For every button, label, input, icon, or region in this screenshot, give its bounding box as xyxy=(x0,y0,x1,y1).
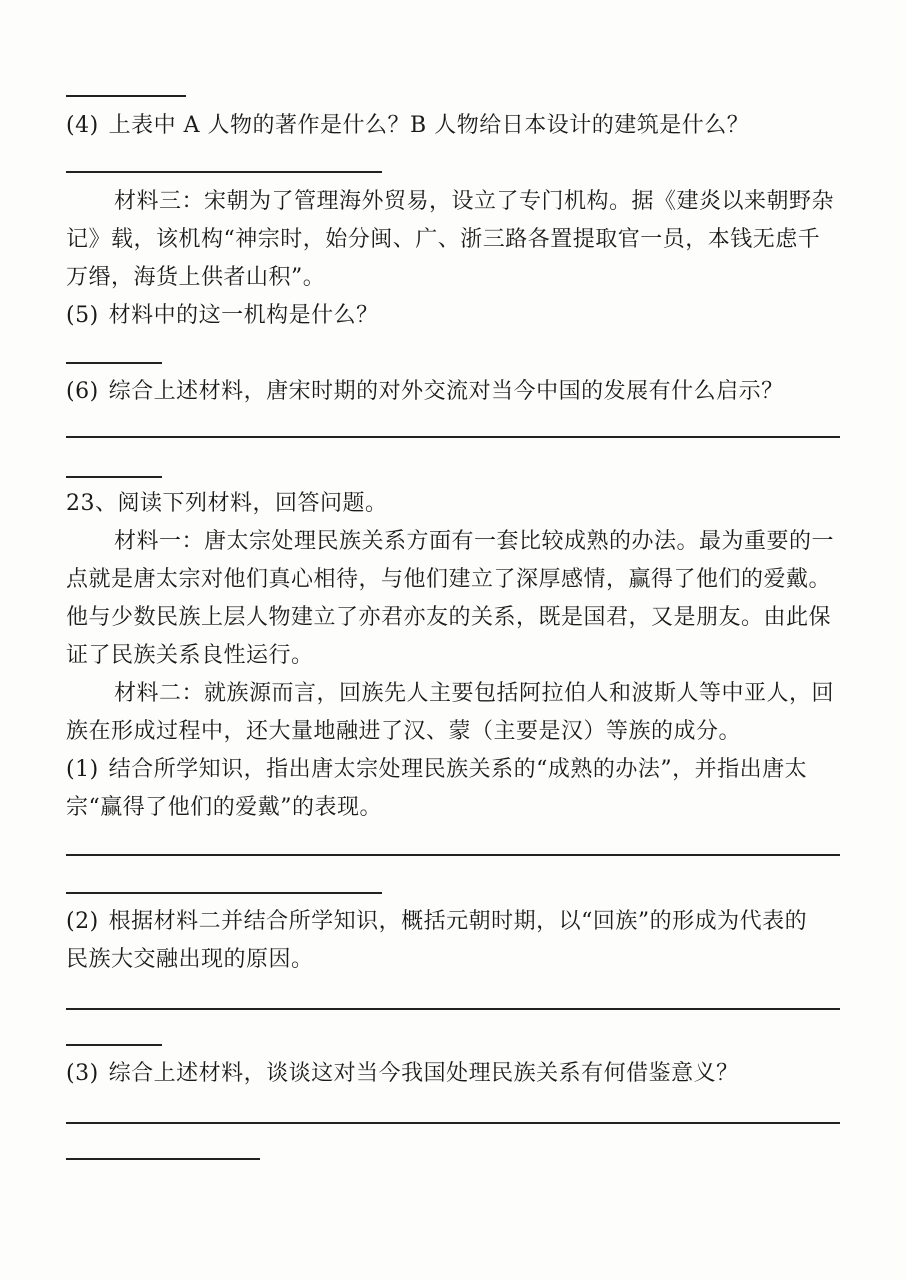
question-text: 结合所学知识，指出唐太宗处理民族关系的“成熟的办法”，并指出唐太 xyxy=(108,757,808,782)
material-3-line-3: 万缗，海货上供者山积”。 xyxy=(66,265,326,290)
sub-question-1-line-2: 宗“赢得了他们的爱戴”的表现。 xyxy=(66,795,382,820)
sub-question-1 xyxy=(66,756,807,784)
question-number: (6) xyxy=(66,379,99,404)
question-text: 材料中的这一机构是什么？ xyxy=(108,303,379,328)
question-4 xyxy=(66,112,749,140)
material-3-line-2: 记》载，该机构“神宗时，始分闽、广、浙三路各置提取官一员，本钱无虑千 xyxy=(66,227,821,252)
sub-question-2-line-2: 民族大交融出现的原因。 xyxy=(66,947,314,972)
material-1-line-1: 材料一：唐太宗处理民族关系方面有一套比较成熟的办法。最为重要的一 xyxy=(114,529,835,554)
answer-blank[interactable] xyxy=(66,95,186,97)
answer-line[interactable] xyxy=(66,1008,840,1010)
question-23-heading: 23、阅读下列材料，回答问题。 xyxy=(66,491,388,516)
question-number: (3) xyxy=(66,1061,99,1086)
answer-line[interactable] xyxy=(66,854,840,856)
question-6 xyxy=(66,378,784,406)
question-text: 根据材料二并结合所学知识，概括元朝时期，以“回族”的形成为代表的 xyxy=(108,909,808,934)
question-text: 综合上述材料，谈谈这对当今我国处理民族关系有何借鉴意义？ xyxy=(108,1061,739,1086)
answer-blank[interactable] xyxy=(66,1044,162,1046)
question-number: (2) xyxy=(66,909,99,934)
material-3-line-1: 材料三：宋朝为了管理海外贸易，设立了专门机构。据《建炎以来朝野杂 xyxy=(114,189,835,214)
answer-line[interactable] xyxy=(66,436,840,438)
material-1-line-4: 证了民族关系良性运行。 xyxy=(66,643,314,668)
answer-blank[interactable] xyxy=(66,171,382,173)
material-1-line-3: 他与少数民族上层人物建立了亦君亦友的关系，既是国君，又是朋友。由此保 xyxy=(66,605,832,630)
question-number: (4) xyxy=(66,113,99,138)
material-1-line-2: 点就是唐太宗对他们真心相待，与他们建立了深厚感情，赢得了他们的爱戴。 xyxy=(66,567,832,592)
answer-blank[interactable] xyxy=(66,1158,260,1160)
question-text: 上表中 A 人物的著作是什么？B 人物给日本设计的建筑是什么？ xyxy=(108,113,750,138)
sub-question-2 xyxy=(66,908,807,936)
answer-blank[interactable] xyxy=(66,362,162,364)
sub-question-3 xyxy=(66,1060,739,1088)
question-number: (1) xyxy=(66,757,99,782)
answer-blank[interactable] xyxy=(66,476,162,478)
question-5 xyxy=(66,302,379,330)
material-2-line-2: 族在形成过程中，还大量地融进了汉、蒙（主要是汉）等族的成分。 xyxy=(66,719,742,744)
material-2-line-1: 材料二：就族源而言，回族先人主要包括阿拉伯人和波斯人等中亚人，回 xyxy=(114,681,835,706)
question-number: (5) xyxy=(66,303,99,328)
answer-blank[interactable] xyxy=(66,892,382,894)
answer-line[interactable] xyxy=(66,1122,840,1124)
question-text: 综合上述材料，唐宋时期的对外交流对当今中国的发展有什么启示？ xyxy=(108,379,784,404)
